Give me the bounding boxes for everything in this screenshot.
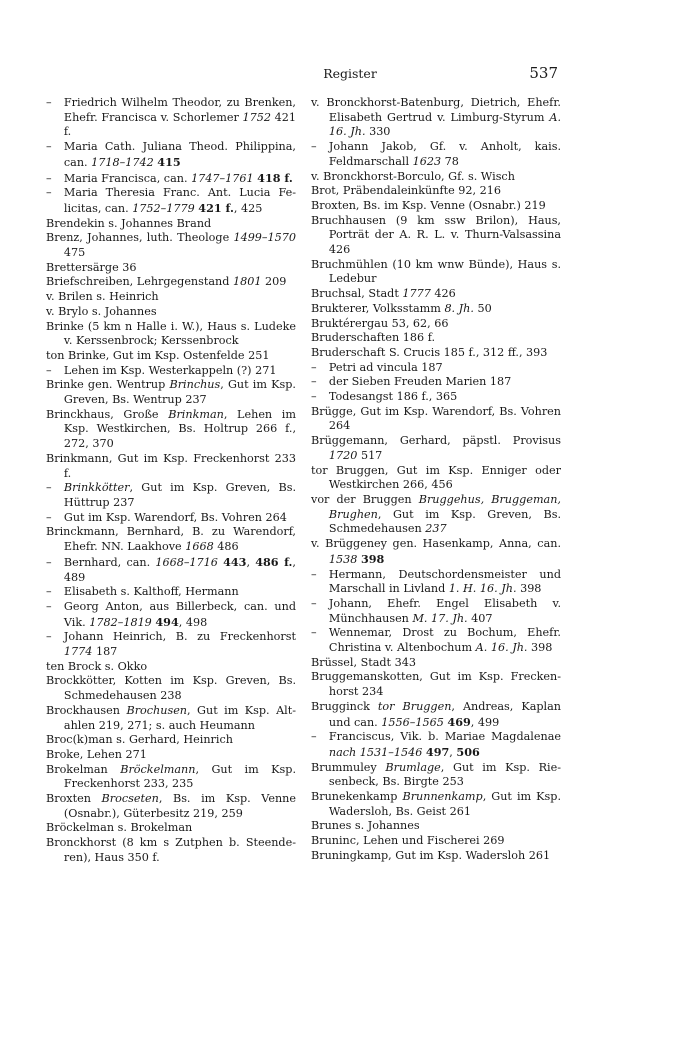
right-column	[311, 96, 561, 864]
index-entry: Brunekenkamp Brunnenkamp, Gut im Ksp. Wadersloh, Bs. Geist 261	[311, 790, 561, 818]
index-entry: Brenz, Johannes, luth. Theologe 1499–1570 475	[46, 231, 296, 260]
index-subentry: – Maria Cath. Juliana Theod. Philippina, can. 1718–1742 415	[46, 140, 296, 169]
index-entry: Bronckhorst (8 km s Zutphen b. Steenderen), Haus 350 f.	[46, 836, 296, 864]
index-entry: Bruninc, Lehen und Fischerei 269	[311, 834, 505, 848]
index-subentry: – Friedrich Wilhelm Theodor, zu Brenken, Ehefr. Francisca v. Schorlemer 1752 421 f.	[46, 96, 296, 139]
index-subentry: – Brinkkötter, Gut im Ksp. Greven, Bs. Hüttrup 237	[46, 481, 296, 509]
index-entry: Brinke gen. Wentrup Brinchus, Gut im Ksp. Greven, Bs. Wentrup 237	[46, 378, 296, 407]
index-subentry: – Gut im Ksp. Warendorf, Bs. Vohren 264	[46, 510, 287, 524]
index-entry: tor Bruggen, Gut im Ksp. Enniger oder Westkirchen 266, 456	[311, 463, 561, 492]
index-entry: Broxten Brocseten, Bs. im Ksp. Venne (Osnabr.), Güterbesitz 219, 259	[46, 792, 296, 820]
index-entry: Bröckelman s. Brokelman	[46, 821, 193, 835]
index-entry: Bruningkamp, Gut im Ksp. Wadersloh 261	[311, 848, 551, 862]
index-entry: Brunes s. Johannes	[311, 819, 420, 833]
index-entry: Brockkötter, Kotten im Ksp. Greven, Bs. Schmedehausen 238	[46, 674, 296, 703]
index-entry: Brummuley Brumlage, Gut im Ksp. Riesenbeck, Bs. Birgte 253	[311, 760, 561, 789]
index-subentry: – Franciscus, Vik. b. Mariae Magdalenae nach 1531–1546 497, 506	[311, 730, 561, 759]
index-entry: Brugginck tor Bruggen, Andreas, Kaplan und can. 1556–1565 469, 499	[311, 699, 561, 729]
index-subentry: – Bernhard, can. 1668–1716 443, 486 f., 489	[46, 554, 296, 584]
index-subentry: – Maria Theresia Franc. Ant. Lucia Felicitas, can. 1752–1779 421 f., 425	[46, 186, 296, 215]
index-entry: Bruderschaften 186 f.	[311, 331, 436, 345]
index-entry: v. Bronckhorst-Borculo, Gf. s. Wisch	[311, 169, 515, 183]
index-subentry: – Petri ad vincula 187	[311, 360, 443, 374]
index-entry: Bruchmühlen (10 km wnw Bünde), Haus s. Ledebur	[311, 257, 561, 286]
index-entry: Brendekin s. Johannes Brand	[46, 216, 212, 230]
index-entry: Bruchsal, Stadt 1777 426	[311, 287, 456, 301]
left-column	[46, 96, 296, 866]
index-entry: ton Brinke, Gut im Ksp. Ostenfelde 251	[46, 348, 270, 362]
index-entry: Brettersärge 36	[46, 260, 137, 274]
index-entry: v. Brüggeney gen. Hasenkamp, Anna, can. 1538 398	[311, 537, 561, 566]
page-number: 537	[529, 64, 558, 82]
index-subentry: – der Sieben Freuden Marien 187	[311, 375, 512, 389]
index-entry: v. Bronckhorst-Batenburg, Dietrich, Ehefr. Elisabeth Gertrud v. Limburg-Styrum A. 16. Jh. 330	[311, 96, 561, 139]
index-subentry: – Wennemar, Drost zu Bochum, Ehefr. Christina v. Altenbochum A. 16. Jh. 398	[311, 626, 561, 655]
index-entry: Brüggemann, Gerhard, päpstl. Provisus 1720 517	[311, 434, 561, 462]
index-subentry: – Georg Anton, aus Billerbeck, can. und Vik. 1782–1819 494, 498	[46, 599, 296, 629]
index-entry: vor der Bruggen Bruggehus, Bruggeman, Brughen, Gut im Ksp. Greven, Bs. Schmedehausen 237	[311, 492, 561, 536]
index-entry: Brinke (5 km n Halle i. W.), Haus s. Ludeke v. Kerssenbrock; Kerssenbrock	[46, 319, 296, 348]
page-header	[0, 64, 700, 88]
index-entry: Brinkmann, Gut im Ksp. Freckenhorst 233 f.	[46, 451, 296, 480]
index-entry: Brockhausen Brochusen, Gut im Ksp. Altahlen 219, 271; s. auch Heumann	[46, 703, 297, 732]
index-entry: Brinckmann, Bernhard, B. zu Warendorf, Ehefr. NN. Laakhove 1668 486	[46, 525, 296, 554]
running-head: Register	[323, 66, 377, 81]
index-entry: Broke, Lehen 271	[46, 747, 147, 761]
index-subentry: – Lehen im Ksp. Westerkappeln (?) 271	[46, 363, 277, 377]
index-entry: Brüssel, Stadt 343	[311, 655, 416, 669]
index-entry: Brukterer, Volksstamm 8. Jh. 50	[311, 301, 492, 315]
index-entry: Brokelman Bröckelmann, Gut im Ksp. Freckenhorst 233, 235	[46, 762, 296, 791]
index-entry: Bruktérergau 53, 62, 66	[311, 316, 449, 330]
index-entry: Brinckhaus, Große Brinkman, Lehen im Ksp. Westkirchen, Bs. Holtrup 266 f., 272, 370	[46, 407, 296, 451]
index-entry: Brot, Präbendaleinkünfte 92, 216	[311, 184, 501, 198]
index-entry: Bruchhausen (9 km ssw Brilon), Haus, Porträt der A. R. L. v. Thurn-Valsassina 426	[311, 213, 561, 257]
index-entry: Bruggemanskotten, Gut im Ksp. Freckenhorst 234	[311, 670, 561, 699]
index-entry: Bruderschaft S. Crucis 185 f., 312 ff., 393	[311, 345, 548, 359]
index-entry: Briefschreiben, Lehrgegenstand 1801 209	[46, 275, 287, 289]
index-entry: v. Brylo s. Johannes	[46, 304, 157, 318]
index-subentry: – Maria Francisca, can. 1747–1761 418 f.	[46, 170, 293, 185]
index-subentry: – Todesangst 186 f., 365	[311, 390, 458, 404]
index-entry: Brügge, Gut im Ksp. Warendorf, Bs. Vohren 264	[311, 404, 561, 433]
index-subentry: – Hermann, Deutschordensmeister und Marschall in Livland 1. H. 16. Jh. 398	[311, 567, 561, 596]
index-entry: ten Brock s. Okko	[46, 659, 148, 673]
index-entry: Broxten, Bs. im Ksp. Venne (Osnabr.) 219	[311, 198, 546, 212]
index-entry: Broc(k)man s. Gerhard, Heinrich	[46, 733, 233, 747]
index-subentry: – Elisabeth s. Kalthoff, Hermann	[46, 585, 239, 599]
index-subentry: – Johann Heinrich, B. zu Freckenhorst 1774 187	[46, 630, 296, 659]
index-entry: v. Brilen s. Heinrich	[46, 290, 159, 304]
index-subentry: – Johann, Ehefr. Engel Elisabeth v. Münchhausen M. 17. Jh. 407	[311, 596, 561, 625]
index-subentry: – Johann Jakob, Gf. v. Anholt, kais. Feldmarschall 1623 78	[311, 140, 561, 168]
